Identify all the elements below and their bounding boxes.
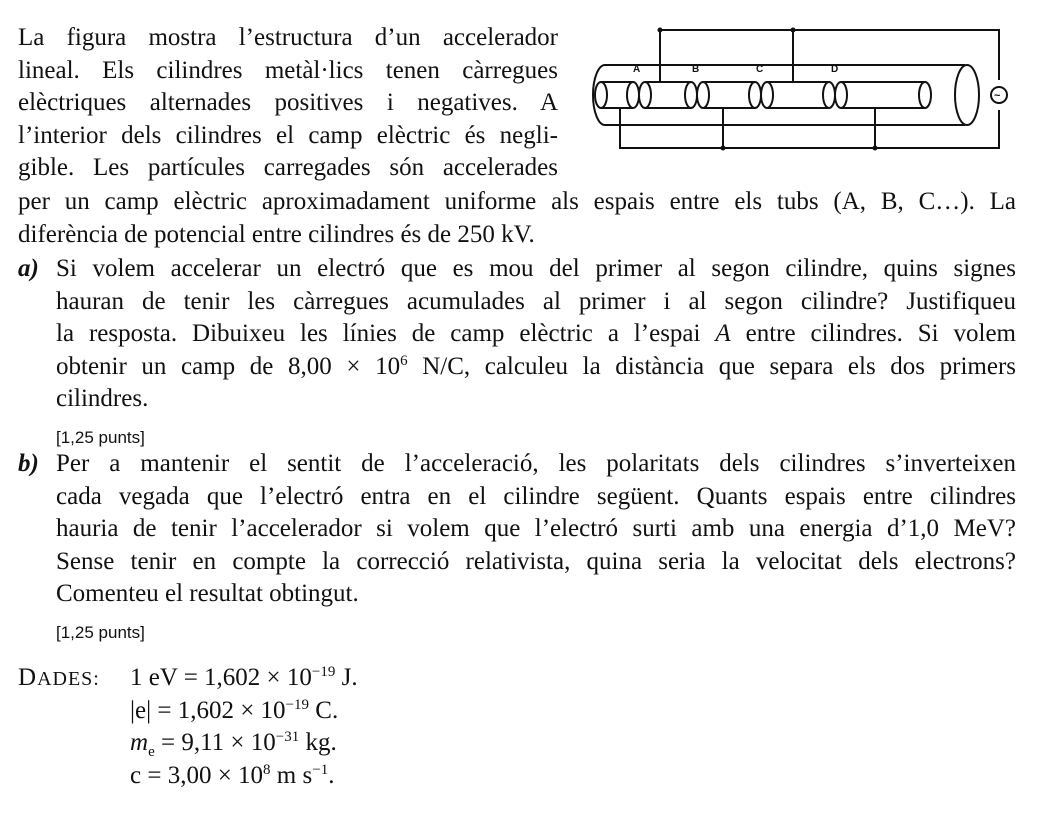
ac-source-symbol: ~: [994, 90, 1001, 102]
points-label: [1,25 punts]: [56, 622, 145, 642]
data-row: $|e| = 1,602 \times 10^{-19}$ C.: [130, 696, 339, 724]
intro-line: La figura mostra l’estructura d’un accelerador: [18, 24, 558, 51]
question-line: Sense tenir en compte la correcció relativista, quina seria la velocitat dels electrons?: [56, 547, 1016, 575]
question-line: hauria de tenir l’accelerador si volem que l’electró surti amb una energia d’1,0 MeV?: [56, 515, 1016, 542]
data-row: 1 eV = $1,602 \times 10^{-19}$ J.: [130, 664, 358, 691]
intro-paragraph-top: [18, 22, 558, 185]
gap-label-a: A: [633, 64, 641, 75]
question-line: Si volem accelerar un electró que es mou del primer al segon cilindre, quins signes: [56, 255, 1016, 282]
question-line: Per a mantenir el sentit de l’acceleració, les polaritats dels cilindres s’inverteixen: [56, 450, 1016, 477]
data-row: $c = 3,00 \times 10^8$ m $s^{-1}$.: [130, 761, 335, 789]
intro-paragraph-bottom: [18, 186, 1016, 251]
tube-right-end: [955, 65, 979, 125]
bottom-wire: [620, 108, 999, 148]
question-b: [18, 448, 1016, 649]
question-line: cilindres.: [56, 385, 149, 412]
data-row: $m_e = 9,11 \times 10^{-31}$ kg.: [130, 729, 337, 760]
intro-line: l’interior dels cilindres el camp elèctric és negli-: [18, 121, 558, 149]
question-line: Comenteu el resultat obtingut.: [56, 580, 359, 607]
intro-line: elèctriques alternades positives i negatives. A: [18, 89, 558, 116]
intro-line: lineal. Els cilindres metàl·lics tenen càrregues: [18, 56, 558, 84]
gap-label-b: B: [692, 64, 700, 75]
question-line: cada vegada que l’electró entra en el cilindre següent. Quants espais entre cilindres: [56, 482, 1016, 510]
linear-accelerator-diagram: [575, 20, 1015, 155]
gap-label-c: C: [756, 64, 764, 75]
top-wire: [660, 30, 999, 82]
data-label: DADES:: [18, 664, 100, 691]
question-b-letter: b): [18, 450, 39, 477]
intro-line: gible. Les partícules carregades són accelerades: [18, 154, 558, 181]
question-line: hauran de tenir les càrregues acumulades al primer i al segon cilindre? Justifiqueu: [56, 287, 1016, 315]
intro-line: per un camp elèctric aproximadament uniforme als espais entre els tubs (A, B, C…). La: [18, 188, 1016, 215]
points-label: [1,25 punts]: [56, 427, 145, 447]
intro-line: diferència de potencial entre cilindres és de 250 kV.: [18, 220, 535, 248]
question-a: [18, 253, 1016, 454]
data-section: [18, 662, 358, 792]
question-line: la resposta. Dibuixeu les línies de camp elèctric a l’espai A entre cilindres. Si volem: [56, 320, 1016, 347]
question-a-letter: a): [18, 255, 39, 282]
gap-label-d: D: [831, 64, 839, 75]
question-line: obtenir un camp de $8,00 \times 10^6$ N/C, calculeu la distància que separa els dos primers: [56, 352, 1016, 380]
